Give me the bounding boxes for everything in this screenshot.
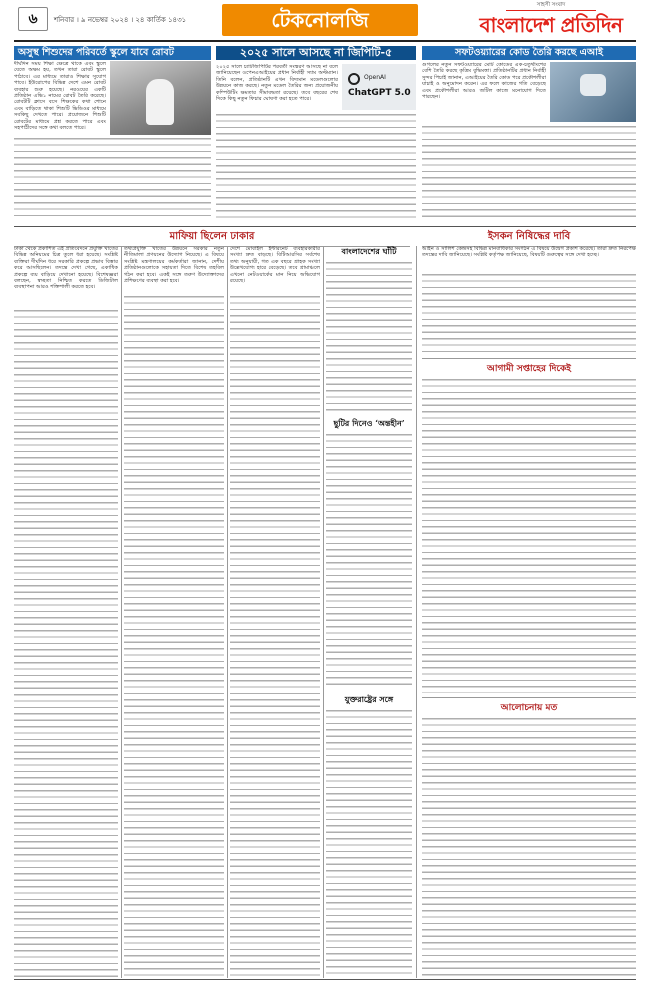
story-robot-headline: অসুস্থ শিশুদের পরিবর্তে স্কুলে যাবে রোবট: [14, 46, 211, 60]
chatgpt-logo-box: [342, 64, 416, 110]
masthead-rule: [14, 40, 636, 42]
column-3-lead: দেশে মোবাইল ইন্টারনেট ব্যবহারকারীর সংখ্যা দ্রুত বাড়ছে। বিটিআরসির সর্বশেষ তথ্য অনুযায়ী, গত এক বছরে গ্রাহক সংখ্যা উল্লেখযোগ্য হারে বেড়েছে। তবে গ্রামাঞ্চলে এখনো নেটওয়ার্কের মান নিয়ে অভিযোগ রয়েছে।: [230, 246, 320, 285]
right-story-2-text: [422, 379, 636, 693]
right-story-2-headline: আগামী সপ্তাহের দিকেই: [422, 358, 636, 376]
story-gpt5: [216, 46, 416, 222]
story-robot-text: [14, 138, 211, 220]
column-1-text: [14, 310, 118, 978]
column-rule-3: [323, 246, 324, 978]
openai-icon: [348, 73, 360, 85]
story-ai-lead: গুগলের নতুন সফটওয়্যারের মোট কোডের এক-চতুর্থাংশের বেশি তৈরি করছে কৃত্রিম বুদ্ধিমত্তা। প্রতিষ্ঠানটির প্রধান নির্বাহী সুন্দর পিচাই জানান, এআইয়ের তৈরি কোড পরে প্রকৌশলীরা যাচাই ও অনুমোদন করেন। এর ফলে কাজের গতি বেড়েছে এবং প্রকৌশলীরা আরও জটিল কাজে মনোযোগ দিতে পারছেন।: [422, 62, 546, 101]
banner-right-headline: ইসকন নিষিদ্ধের দাবি: [422, 229, 636, 247]
ai-robot-head-shape: [580, 74, 606, 96]
chatgpt-product: ChatGPT 5.0: [348, 88, 411, 98]
masthead: [0, 0, 650, 46]
column-rule-1: [121, 246, 122, 978]
center-story-3-headline: যুক্তরাষ্ট্রের সঙ্গে: [344, 694, 394, 704]
story-gpt5-lead: ২০২৫ সালে চ্যাটজিপিটির পরবর্তী সংস্করণ আসছে না বলে জানিয়েছেন ওপেনএআইয়ের প্রধান নির্বাহী স্যাম অল্টম্যান। তিনি বলেন, প্রতিষ্ঠানটি এখন বিদ্যমান মডেলগুলোর উন্নয়নে কাজ করছে। নতুন মডেল তৈরির জন্য প্রয়োজনীয় কম্পিউটিং ক্ষমতার সীমাবদ্ধতা রয়েছে। তবে বছরের শেষ দিকে কিছু নতুন ফিচার ঘোষণা করা হতে পারে।: [216, 64, 338, 103]
newspaper-name: বাংলাদেশ প্রতিদিন: [479, 13, 623, 37]
bottom-rule: [14, 979, 636, 980]
story-gpt5-headline: ২০২৫ সালে আসছে না জিপিটি-৫: [216, 46, 416, 60]
page-number-badge: [18, 7, 48, 31]
robot-body-shape: [146, 79, 174, 125]
column-2-lead: তথ্যপ্রযুক্তি খাতের উন্নয়নে সরকার নতুন নীতিমালা প্রণয়নের উদ্যোগ নিয়েছে। এ বিষয়ে সংশ্লিষ্ট মন্ত্রণালয়ের কর্মকর্তারা জানান, দেশীয় প্রতিষ্ঠানগুলোকে সহায়তা দিতে বিশেষ তহবিল গঠন করা হবে। একই সঙ্গে তরুণ উদ্যোক্তাদের প্রশিক্ষণের ব্যবস্থা করা হবে।: [124, 246, 224, 285]
body-column-2: [124, 246, 224, 978]
center-story-1-text: [326, 262, 412, 412]
newspaper-logo: [466, 2, 636, 40]
column-2-text: [124, 296, 224, 978]
story-ai-text: [422, 126, 636, 220]
center-story-1-headline: বাংলাদেশের ঘাঁটি: [341, 246, 397, 256]
story-gpt5-text: [216, 114, 416, 220]
column-3-text: [230, 296, 320, 978]
page-number: ৬: [28, 11, 38, 27]
body-column-4: [326, 246, 412, 978]
column-rule-4: [416, 246, 417, 978]
ai-robot-photo: [550, 62, 636, 122]
top-divider: [14, 226, 636, 227]
center-story-2-text: [326, 434, 412, 688]
column-right-lead: আইন ও সালিশ কেন্দ্রসহ বিভিন্ন মানবাধিকার সংগঠন এ বিষয়ে উদ্বেগ প্রকাশ করেছে। তারা দ্রুত নিরপেক্ষ তদন্তের দাবি জানিয়েছে। সংশ্লিষ্ট কর্তৃপক্ষ জানিয়েছে, বিষয়টি গুরুত্বের সঙ্গে দেখা হচ্ছে।: [422, 246, 636, 259]
body-column-right: [422, 246, 636, 978]
newspaper-tagline: সাহসী সংবাদ: [506, 2, 596, 11]
right-story-3-text: [422, 718, 636, 980]
story-ai-headline: সফটওয়্যারের কোড তৈরি করছে এআই: [422, 46, 636, 60]
story-ai-code: [422, 46, 636, 222]
column-right-text-1: [422, 274, 636, 354]
column-rule-2: [227, 246, 228, 978]
section-title: টেকনোলজি: [222, 4, 418, 36]
story-robot-school: [14, 46, 211, 222]
body-column-1: [14, 246, 118, 978]
story-robot-lead: দীর্ঘদিন সময় শিক্ষা ক্ষেত্রে থাকে এবং স্কুলে যেতে অক্ষম হয়, তখন তারা রোবট স্কুলে পাঠাবে। এর মাধ্যমে তারাও শিক্ষার সুযোগ পাবে। ইউরোপের বিভিন্ন দেশে এমন রোবট ব্যবহার শুরু হয়েছে। নরওয়ের একটি প্রতিষ্ঠান এভি১ নামের রোবট তৈরি করেছে। রোবটটি ক্লাসে বসে শিক্ষকের কথা শোনে এবং বাড়িতে থাকা শিশুটি ভিডিওর মাধ্যমে সবকিছু দেখতে পারে। প্রয়োজনে শিশুটি রোবটের মাধ্যমে প্রশ্ন করতে পারে এবং সহপাঠীদের সঙ্গে কথা বলতে পারে।: [14, 61, 106, 132]
robot-photo: [110, 61, 211, 135]
right-story-3-headline: আলোচনায় মত: [422, 697, 636, 715]
column-1-lead: ঢাকা থেকে প্রকাশিত এই প্রতিবেদনে প্রযুক্তি খাতের বিভিন্ন অনিয়মের চিত্র তুলে ধরা হয়েছে। সংশ্লিষ্ট ব্যক্তিরা দীর্ঘদিন ধরে সরকারি প্রকল্পে প্রভাব বিস্তার করে আসছিলেন। তদন্তে দেখা গেছে, একাধিক প্রকল্পে ব্যয় বাড়িয়ে দেখানো হয়েছে। বিশেষজ্ঞরা বলছেন, স্বচ্ছতা নিশ্চিত করতে ডিজিটাল ব্যবস্থাপনা আরও শক্তিশালী করতে হবে।: [14, 246, 118, 291]
banner-left-headline: মাফিয়া ছিলেন ঢাকার: [14, 229, 410, 247]
openai-brand: OpenAI: [364, 74, 386, 81]
center-story-3-text: [326, 710, 412, 980]
center-story-2-headline: ছুটির দিনেও ‘অন্তহীন’: [333, 418, 405, 428]
body-column-3: [230, 246, 320, 978]
date-line: শনিবার । ৯ নভেম্বর ২০২৪ । ২৪ কার্তিক ১৪৩১: [54, 16, 187, 24]
